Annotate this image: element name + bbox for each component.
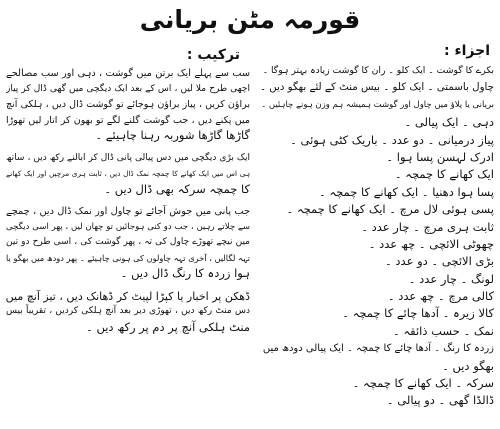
ingredients-heading: اجزاء :: [443, 43, 490, 59]
ingredient-line: ڈالڈا گھی ۔ دو پیالی ۔: [386, 393, 494, 408]
method-column: [6, 44, 250, 364]
ingredient-line: ایک کھانے کا چمچہ ۔: [394, 167, 494, 182]
method-line: سب سے پہلے ایک برتن میں گوشت ، دہی اور سب مصالحے: [6, 68, 250, 79]
ingredient-line: چاول باسمتی ۔ ایک کلو ۔ بیس منٹ کے لئے بھگو دیں ۔: [259, 81, 494, 94]
ingredient-line: پیاز درمیانی ۔ دو عدد ۔ باریک کٹی ہوئی ۔: [290, 132, 494, 147]
ingredient-line: بکرے کا گوشت ۔ ایک کلو ۔ ران کا گوشت زیادہ بہتر ہوگا ۔: [262, 65, 494, 76]
method-line: براؤن کریں ، پیاز براؤن ہوجائے تو گوشت ڈال دیں ، ہلکی آنچ: [6, 99, 250, 110]
ingredient-line: ادرک لہسن پسا ہوا ۔: [386, 149, 494, 164]
ingredient-line: بھگو دیں ۔: [442, 358, 494, 373]
ingredient-line: پسا ہوا دھنیا ۔ ایک کھانے کا چمچہ ۔: [319, 184, 494, 199]
method-line: اچھی طرح ملا لیں ، اس کے بعد ایک دیگچی میں گھی ڈال کر پیاز: [6, 83, 250, 94]
method-line: ہوا زردہ کا رنگ ڈال دیں ۔: [120, 266, 250, 280]
method-line: سے چلاتے رہیں ، جب دو کنی ہوجائیں تو چھان لیں ، پھر اسی دیگچی: [6, 221, 250, 232]
method-heading: ترکیب :: [186, 47, 240, 63]
method-line: کا چمچہ سرکہ بھی ڈال دیں ۔: [104, 181, 250, 196]
method-paragraph: [6, 151, 250, 198]
method-line: ہی اس میں ایک کھانے کا چمچہ نمک ڈال دیں ، ثابت ہری مرچیں اور ایک کھانے: [6, 169, 250, 178]
ingredient-line: کالی مرچ ۔ چھ عدد ۔: [387, 289, 494, 304]
method-line: دس منٹ رکھ دیں ، تھوڑی دیر بعد آنچ ہلکی کردیں ، تقریباً بیس: [6, 306, 250, 316]
ingredient-line: کالا زیرہ ۔ آدھا چائے کا چمچہ ۔: [342, 306, 494, 321]
ingredient-line: دہی ۔ ایک پیالی ۔: [404, 115, 494, 130]
ingredients-column: [258, 40, 494, 422]
method-line: گاڑھا گاڑھا شوربہ رہنا چاہیئے ۔: [95, 128, 250, 142]
recipe-title: قورمہ مٹن بریانی: [139, 5, 361, 34]
method-line: ڈھکن پر اخبار یا کپڑا لپیٹ کر ڈھانک دیں ، تیز آنچ میں: [6, 289, 250, 303]
ingredient-line: چھوٹی الائچی ۔ چھ عدد ۔: [368, 236, 494, 251]
ingredients-list: [258, 62, 494, 410]
method-paragraph: [6, 289, 250, 336]
ingredient-line: بڑی الائچی ۔ دو عدد ۔: [385, 254, 494, 269]
ingredient-line: لونگ ۔ چار عدد ۔: [408, 271, 494, 286]
ingredient-line: سرکہ ۔ ایک کھانے کا چمچہ ۔: [352, 376, 494, 391]
method-line: میں نیچے تھوڑے چاول کی تہ ، پھر گوشت کی ، اسی طرح دو تین: [6, 237, 250, 247]
ingredient-line: نمک ۔ حسب ذائقہ ۔: [393, 323, 494, 338]
method-paragraph: [6, 204, 250, 282]
method-line: تہہ لگالیں ، آخری تہہ چاولوں کی ہونی چاہیئے ۔ پھر دودھ میں بھگو یا: [6, 252, 250, 263]
method-line: جب پانی میں جوش آجائے تو چاول اور نمک ڈال دیں ، چمچے: [6, 206, 250, 217]
ingredient-line: بریانی یا پلاؤ میں چاول اور گوشت ہمیشہ ہم وزن ہونے چاہئیں ۔: [261, 99, 494, 110]
method-line: ایک بڑی دیگچی میں دس پیالی پانی ڈال کر ابالنے رکھ دیں ، ساتھ: [6, 152, 250, 163]
method-paragraph: [6, 66, 250, 144]
ingredient-line: پسی ہوئی لال مرچ ۔ ایک کھانے کا چمچہ ۔: [286, 202, 494, 217]
method-line: میں پکنے دیں ، جب گوشت گلنے لگے تو بھون کر اتار لیں تھوڑا: [6, 114, 250, 126]
ingredient-line: زردہ کا رنگ ۔ آدھا چائے کا چمچہ ۔ ایک پیالی دودھ میں: [262, 343, 494, 355]
method-line: منٹ ہلکی آنچ پر دم پر رکھ دیں ۔: [86, 319, 250, 334]
ingredient-line: ثابت ہری مرچ ۔ چار عدد ۔: [361, 219, 494, 234]
